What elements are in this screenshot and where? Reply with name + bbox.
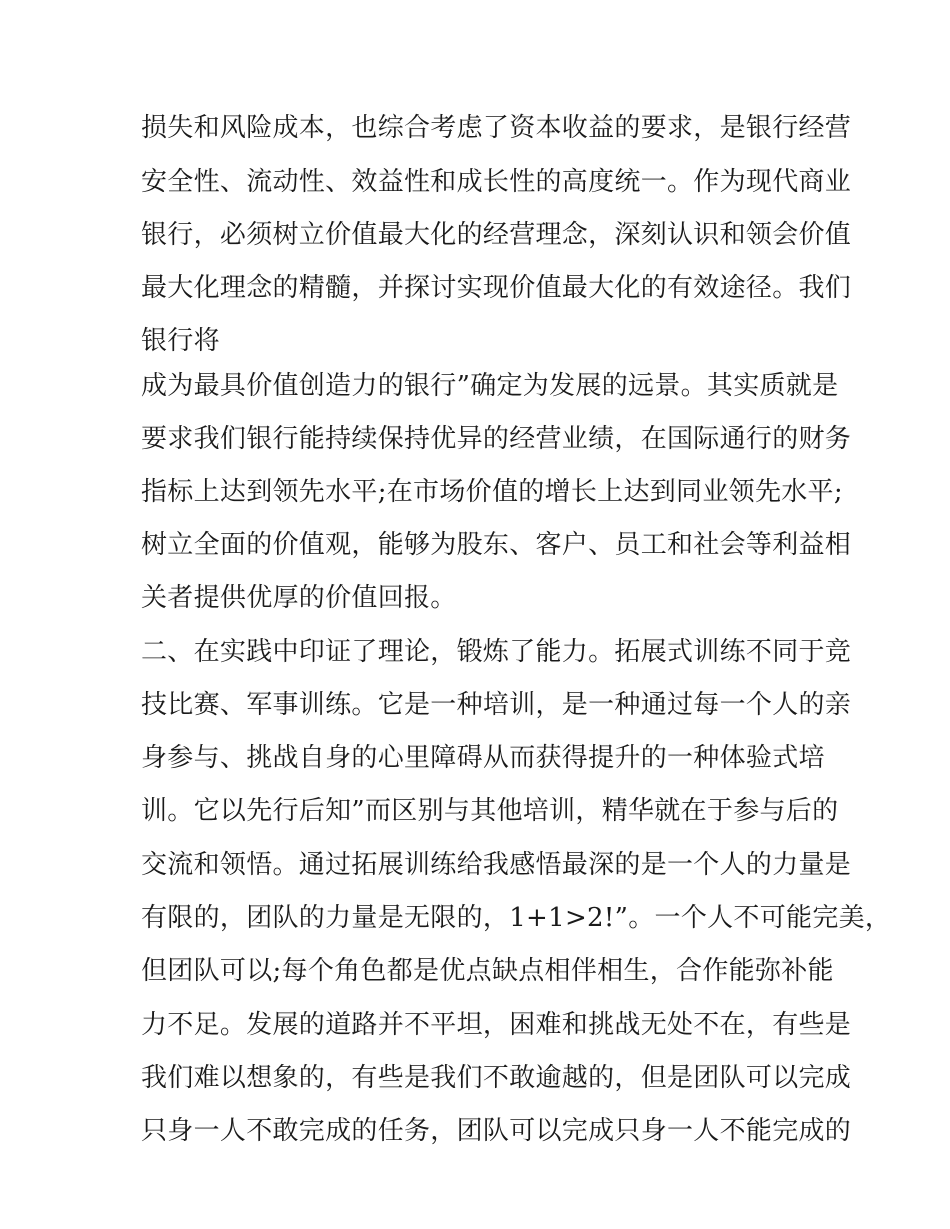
text-line: 银行将	[141, 326, 220, 356]
text-line: 我们难以想象的，有些是我们不敢逾越的，但是团队可以完成	[141, 1063, 852, 1093]
text-line: 要求我们银行能持续保持优异的经营业绩，在国际通行的财务	[141, 424, 852, 454]
text-line: 身参与、挑战自身的心里障碍从而获得提升的一种体验式培	[141, 743, 825, 773]
text-line: 交流和领悟。通过拓展训练给我感悟最深的是一个人的力量是	[141, 850, 852, 880]
text-line: 安全性、流动性、效益性和成长性的高度统一。作为现代商业	[141, 167, 852, 197]
text-line: 二、在实践中印证了理论，锻炼了能力。拓展式训练不同于竞	[141, 637, 852, 667]
text-line: 树立全面的价值观，能够为股东、客户、员工和社会等利益相	[141, 530, 852, 560]
text-line: 有限的，团队的力量是无限的，1+1>2!”。一个人不可能完美，	[141, 903, 892, 933]
text-line: 指标上达到领先水平;在市场价值的增长上达到同业领先水平;	[141, 477, 843, 507]
text-line: 最大化理念的精髓，并探讨实现价值最大化的有效途径。我们	[141, 273, 852, 303]
text-line: 训。它以先行后知”而区别与其他培训，精华就在于参与后的	[141, 796, 839, 826]
text-line: 损失和风险成本，也综合考虑了资本收益的要求，是银行经营	[141, 113, 852, 143]
text-line: 成为最具价值创造力的银行”确定为发展的远景。其实质就是	[141, 371, 839, 401]
text-line: 银行，必须树立价值最大化的经营理念，深刻认识和领会价值	[141, 220, 852, 250]
text-line: 关者提供优厚的价值回报。	[141, 583, 457, 613]
text-line: 力不足。发展的道路并不平坦，困难和挑战无处不在，有些是	[141, 1010, 852, 1040]
text-line: 但团队可以;每个角色都是优点缺点相伴相生，合作能弥补能	[141, 956, 834, 986]
text-line: 只身一人不敢完成的任务，团队可以完成只身一人不能完成的	[141, 1116, 852, 1146]
text-line: 技比赛、军事训练。它是一种培训，是一种通过每一个人的亲	[141, 690, 852, 720]
